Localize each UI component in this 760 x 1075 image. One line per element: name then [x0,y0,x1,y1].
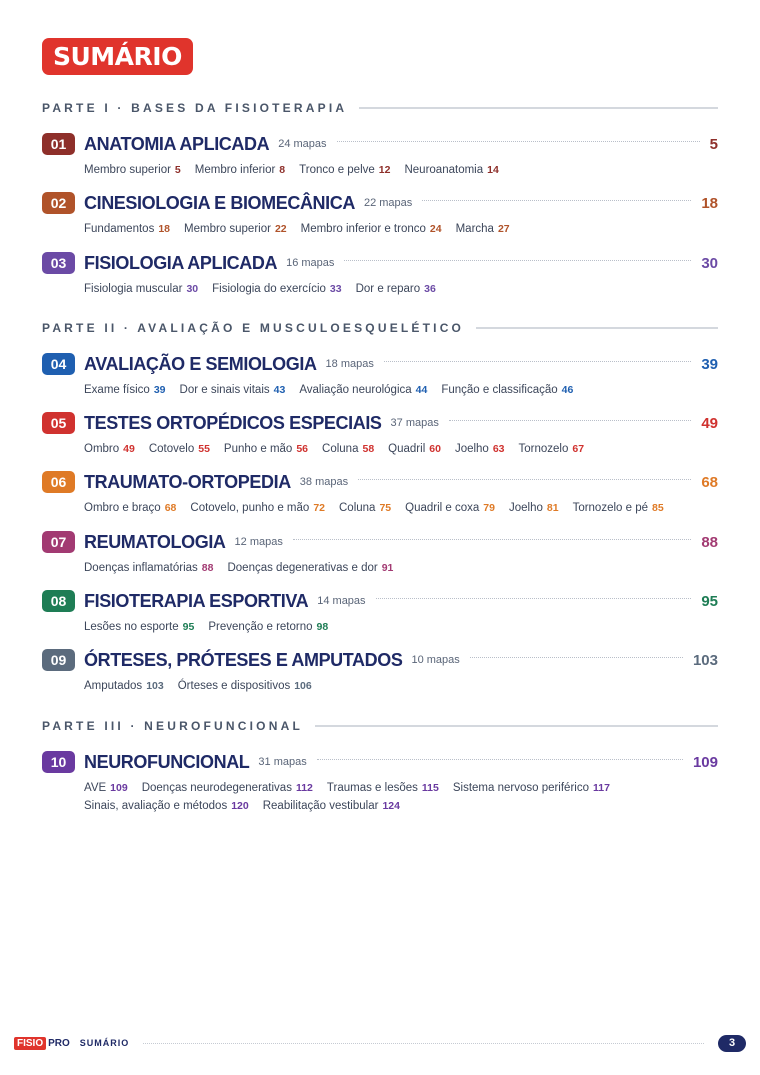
chapter-page-number[interactable]: 30 [701,254,718,272]
chapter-map-count: 10 mapas [411,654,460,666]
subtopic-label: AVE [84,782,107,794]
chapter-page-number[interactable]: 39 [701,355,718,373]
chapter-title[interactable]: REUMATOLOGIA [84,531,226,552]
subtopic-item[interactable] [212,280,341,298]
subtopic-page-number: 58 [362,443,375,455]
chapter-heading[interactable] [42,649,718,671]
chapter-heading[interactable] [42,412,718,434]
subtopic-label: Fisiologia do exercício [212,283,326,295]
chapter-heading[interactable] [42,531,718,553]
subtopic-label: Sistema nervoso periférico [452,782,589,794]
subtopic-page-number: 72 [313,502,325,514]
subtopic-item[interactable] [509,499,559,517]
subtopic-list [84,499,718,517]
subtopic-label: Joelho [508,502,543,514]
chapter-page-number[interactable]: 18 [701,194,718,212]
subtopic-item[interactable] [453,779,610,797]
subtopic-label: Ombro [84,443,120,455]
toc-entry[interactable] [42,252,718,298]
subtopic-page-number: 46 [561,384,574,396]
subtopic-label: Dor e sinais vitais [179,384,270,396]
subtopic-page-number: 12 [378,164,391,176]
subtopic-label: Punho e mão [223,443,293,455]
dot-leader [470,657,683,658]
chapter-number-badge: 02 [42,192,75,214]
toc-entry[interactable] [42,353,718,399]
subtopic-label: Fisiologia muscular [84,283,183,295]
toc-entry[interactable] [42,471,718,517]
subtopic-label: Tornozelo [518,443,569,455]
subtopic-page-number: 49 [123,443,135,455]
chapter-page-number[interactable]: 109 [692,753,718,771]
subtopic-item[interactable] [404,161,498,179]
subtopic-item[interactable] [84,280,198,298]
subtopic-page-number: 117 [593,782,610,794]
subtopic-label: Tronco e pelve [299,164,375,176]
chapter-title[interactable]: ÓRTESES, PRÓTESES E AMPUTADOS [84,649,403,670]
subtopic-label: Quadril [388,443,426,455]
subtopic-label: Amputados [84,680,143,692]
subtopic-list [84,381,718,399]
subtopic-page-number: 106 [294,680,312,692]
subtopic-page-number: 44 [415,384,428,396]
dot-leader [337,141,700,142]
subtopic-item[interactable] [84,220,170,238]
subtopic-label: Marcha [455,223,494,235]
chapter-heading[interactable] [42,590,718,612]
subtopic-label: Órteses e dispositivos [177,680,291,692]
subtopic-label: Neuroanatomia [404,164,484,176]
part-label: PARTE I · BASES DA FISIOTERAPIA [42,101,348,115]
subtopic-list [84,161,718,179]
dot-leader [376,598,692,599]
subtopic-page-number: 24 [429,223,442,235]
subtopic-page-number: 112 [295,782,313,794]
chapter-number-badge: 10 [42,751,75,773]
subtopic-page-number: 14 [487,164,499,176]
chapter-map-count: 18 mapas [325,358,374,370]
subtopic-item[interactable] [301,220,442,238]
subtopic-page-number: 91 [381,562,394,574]
chapter-map-count: 31 mapas [258,756,307,768]
subtopic-label: Dor e reparo [355,283,421,295]
subtopic-page-number: 56 [296,443,309,455]
subtopic-page-number: 68 [164,502,177,514]
chapter-map-count: 24 mapas [278,138,327,150]
subtopic-label: Doenças neurodegenerativas [141,782,292,794]
subtopic-item[interactable] [299,381,427,399]
subtopic-item[interactable] [178,677,312,695]
chapter-title[interactable]: FISIOLOGIA APLICADA [84,252,278,273]
subtopic-page-number: 27 [497,223,510,235]
subtopic-list [84,618,718,636]
subtopic-item[interactable] [573,499,664,517]
chapter-title[interactable]: TRAUMATO-ORTOPEDIA [84,471,291,492]
chapter-title[interactable]: NEUROFUNCIONAL [84,751,250,772]
subtopic-label: Prevenção e retorno [208,621,313,633]
part-heading-2 [42,321,718,335]
chapter-heading[interactable] [42,192,718,214]
subtopic-item[interactable] [195,161,285,179]
subtopic-label: Cotovelo [148,443,195,455]
dot-leader [422,200,691,201]
toc-entry[interactable] [42,133,718,179]
dot-leader [293,539,691,540]
part-heading-1 [42,101,718,115]
chapter-page-number[interactable]: 68 [701,473,718,491]
subtopic-item[interactable] [224,440,308,458]
dot-leader [317,759,683,760]
subtopic-label: Coluna [322,443,359,455]
subtopic-page-number: 18 [158,223,171,235]
part-divider [315,725,718,727]
part-heading-3 [42,719,718,733]
subtopic-label: Sinais, avaliação e métodos [84,800,228,812]
chapter-page-number[interactable]: 49 [701,414,718,432]
subtopic-label: Reabilitação vestibular [262,800,379,812]
subtopic-item[interactable] [327,779,439,797]
chapter-page-number[interactable]: 88 [701,533,718,551]
chapter-map-count: 22 mapas [363,197,413,209]
subtopic-label: Membro superior [84,164,171,176]
footer-divider [143,1043,704,1044]
subtopic-item[interactable] [184,220,287,238]
subtopic-page-number: 120 [231,800,249,812]
chapter-title[interactable]: FISIOTERAPIA ESPORTIVA [84,590,309,611]
subtopic-page-number: 5 [174,164,181,176]
dot-leader [449,420,691,421]
part-label: PARTE II · AVALIAÇÃO E MUSCULOESQUELÉTICO [42,321,465,335]
subtopic-item[interactable] [84,677,164,695]
subtopic-page-number: 85 [652,502,664,514]
subtopic-item[interactable] [180,381,286,399]
subtopic-label: Função e classificação [441,384,558,396]
subtopic-label: Coluna [339,502,376,514]
subtopic-item[interactable] [322,440,374,458]
subtopic-page-number: 81 [546,502,559,514]
subtopic-page-number: 103 [146,680,164,692]
toc-entry[interactable] [42,412,718,458]
subtopic-page-number: 109 [110,782,128,794]
subtopic-label: Doenças degenerativas e dor [227,562,378,574]
subtopic-label: Doenças inflamatórias [84,562,198,574]
chapter-map-count: 16 mapas [286,257,335,269]
subtopic-item[interactable] [84,779,128,797]
chapter-map-count: 12 mapas [234,536,283,548]
subtopic-page-number: 63 [492,443,505,455]
subtopic-item[interactable] [84,381,166,399]
subtopic-page-number: 36 [424,283,436,295]
part-label: PARTE III · NEUROFUNCIONAL [42,719,303,733]
toc-entry[interactable] [42,531,718,577]
subtopic-list [84,677,718,695]
chapter-heading[interactable] [42,751,718,773]
chapter-number-badge: 09 [42,649,75,671]
subtopic-label: Lesões no esporte [84,621,179,633]
subtopic-page-number: 55 [198,443,210,455]
chapter-number-badge: 03 [42,252,75,274]
page-number-badge: 3 [718,1035,746,1052]
footer-section-label: SUMÁRIO [79,1038,130,1048]
chapter-heading[interactable] [42,471,718,493]
chapter-map-count: 14 mapas [317,595,366,607]
subtopic-page-number: 8 [279,164,286,176]
subtopic-item[interactable] [388,440,441,458]
subtopic-item[interactable] [356,280,436,298]
subtopic-page-number: 22 [274,223,287,235]
page-title: SUMÁRIO [42,38,193,75]
chapter-number-badge: 08 [42,590,75,612]
subtopic-page-number: 43 [273,384,286,396]
subtopic-item[interactable] [142,779,313,797]
chapter-page-number[interactable]: 5 [709,135,718,153]
subtopic-page-number: 88 [201,562,214,574]
subtopic-item[interactable] [263,797,400,815]
subtopic-list [84,559,718,577]
subtopic-page-number: 95 [182,621,195,633]
subtopic-page-number: 39 [153,384,166,396]
subtopic-list [84,779,718,815]
subtopic-label: Fundamentos [84,223,155,235]
subtopic-label: Membro inferior e tronco [300,223,426,235]
chapter-number-badge: 06 [42,471,75,493]
subtopic-label: Membro inferior [194,164,276,176]
subtopic-item[interactable] [84,559,213,577]
subtopic-list [84,280,718,298]
chapter-heading[interactable] [42,252,718,274]
subtopic-item[interactable] [84,797,249,815]
logo-fisio: FISIO [14,1037,46,1050]
subtopic-item[interactable] [405,499,495,517]
subtopic-list [84,440,718,458]
subtopic-page-number: 124 [382,800,400,812]
chapter-title[interactable]: AVALIAÇÃO E SEMIOLOGIA [84,353,317,374]
subtopic-list [84,220,718,238]
subtopic-item[interactable] [441,381,573,399]
footer [14,1034,746,1052]
subtopic-item[interactable] [456,220,510,238]
subtopic-label: Ombro e braço [84,502,161,514]
chapter-page-number[interactable]: 103 [692,651,718,669]
brand-logo [14,1037,70,1050]
subtopic-item[interactable] [299,161,390,179]
subtopic-item[interactable] [84,440,135,458]
chapter-number-badge: 01 [42,133,75,155]
chapter-map-count: 38 mapas [299,476,349,488]
chapter-page-number[interactable]: 95 [701,592,718,610]
dot-leader [358,479,691,480]
subtopic-label: Exame físico [84,384,150,396]
dot-leader [384,361,691,362]
chapter-number-badge: 04 [42,353,75,375]
subtopic-item[interactable] [84,161,181,179]
subtopic-item[interactable] [519,440,585,458]
subtopic-label: Avaliação neurológica [299,384,412,396]
subtopic-page-number: 98 [316,621,329,633]
subtopic-item[interactable] [227,559,393,577]
subtopic-label: Traumas e lesões [326,782,418,794]
chapter-map-count: 37 mapas [390,417,439,429]
subtopic-item[interactable] [84,618,194,636]
chapter-heading[interactable] [42,353,718,375]
part-divider [359,107,718,109]
subtopic-item[interactable] [84,499,176,517]
subtopic-label: Quadril e coxa [405,502,480,514]
subtopic-page-number: 75 [379,502,392,514]
subtopic-label: Joelho [454,443,489,455]
chapter-number-badge: 05 [42,412,75,434]
subtopic-item[interactable] [190,499,325,517]
subtopic-page-number: 30 [186,283,199,295]
dot-leader [344,260,691,261]
subtopic-page-number: 115 [421,782,439,794]
chapter-title[interactable]: ANATOMIA APLICADA [84,133,270,154]
subtopic-item[interactable] [149,440,210,458]
chapter-heading[interactable] [42,133,718,155]
chapter-title[interactable]: TESTES ORTOPÉDICOS ESPECIAIS [84,412,382,433]
subtopic-page-number: 79 [483,502,495,514]
subtopic-item[interactable] [455,440,505,458]
subtopic-item[interactable] [339,499,391,517]
subtopic-label: Tornozelo e pé [572,502,649,514]
logo-pro: PRO [48,1037,70,1049]
toc-entry[interactable] [42,590,718,636]
subtopic-page-number: 67 [572,443,585,455]
subtopic-page-number: 60 [429,443,441,455]
subtopic-label: Membro superior [184,223,271,235]
subtopic-page-number: 33 [329,283,342,295]
toc-entry[interactable] [42,192,718,238]
toc-entry[interactable] [42,649,718,695]
part-divider [476,327,718,329]
chapter-number-badge: 07 [42,531,75,553]
subtopic-label: Cotovelo, punho e mão [190,502,310,514]
chapter-title[interactable]: CINESIOLOGIA E BIOMECÂNICA [84,192,355,213]
subtopic-item[interactable] [208,618,328,636]
toc-entry[interactable] [42,751,718,815]
